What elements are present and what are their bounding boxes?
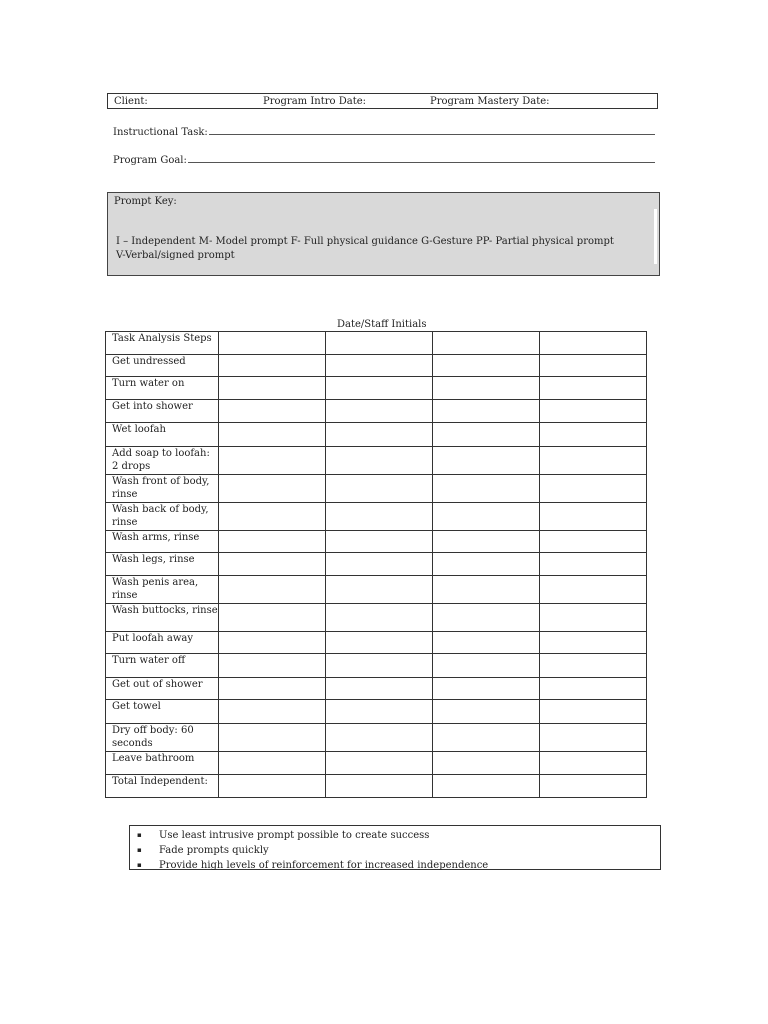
task-step: Wash arms, rinse — [106, 531, 219, 553]
initials-cell[interactable] — [219, 503, 326, 531]
initials-cell[interactable] — [433, 531, 540, 553]
initials-cell[interactable] — [540, 400, 647, 423]
bullet-icon: ▪ — [137, 831, 142, 839]
task-step: Turn water on — [106, 377, 219, 400]
initials-cell[interactable] — [540, 752, 647, 775]
initials-cell[interactable] — [326, 531, 433, 553]
table-row — [106, 355, 647, 377]
initials-cell[interactable] — [433, 377, 540, 400]
note-item — [137, 858, 488, 873]
table-row — [106, 377, 647, 400]
program-mastery-date-label: Program Mastery Date: — [430, 96, 550, 107]
initials-cell[interactable] — [219, 332, 326, 355]
task-step: Wash front of body, rinse — [106, 475, 219, 503]
table-row — [106, 654, 647, 678]
table-caption: Date/Staff Initials — [337, 319, 427, 330]
initials-cell[interactable] — [326, 377, 433, 400]
initials-cell[interactable] — [540, 531, 647, 553]
initials-cell[interactable] — [219, 423, 326, 447]
initials-cell[interactable] — [540, 632, 647, 654]
program-goal-label: Program Goal: — [113, 155, 187, 166]
program-goal-row — [113, 153, 655, 166]
table-row — [106, 752, 647, 775]
table-row — [106, 678, 647, 700]
initials-cell[interactable] — [433, 752, 540, 775]
initials-cell[interactable] — [326, 553, 433, 576]
initials-cell[interactable] — [219, 355, 326, 377]
initials-cell[interactable] — [433, 553, 540, 576]
initials-cell[interactable] — [540, 700, 647, 724]
table-row — [106, 503, 647, 531]
table-row — [106, 604, 647, 632]
initials-cell[interactable] — [219, 775, 326, 798]
initials-cell[interactable] — [326, 355, 433, 377]
table-row — [106, 400, 647, 423]
task-step: Get out of shower — [106, 678, 219, 700]
initials-cell[interactable] — [219, 752, 326, 775]
initials-cell[interactable] — [326, 576, 433, 604]
initials-cell[interactable] — [433, 423, 540, 447]
initials-cell[interactable] — [433, 604, 540, 632]
table-row — [106, 700, 647, 724]
initials-cell[interactable] — [433, 503, 540, 531]
initials-cell[interactable] — [540, 377, 647, 400]
table-header-cell: Task Analysis Steps — [106, 332, 219, 355]
initials-cell[interactable] — [433, 724, 540, 752]
initials-cell[interactable] — [219, 700, 326, 724]
initials-cell[interactable] — [326, 503, 433, 531]
initials-cell[interactable] — [433, 700, 540, 724]
initials-cell[interactable] — [326, 678, 433, 700]
initials-cell[interactable] — [326, 423, 433, 447]
task-analysis-table — [105, 331, 647, 798]
initials-cell[interactable] — [433, 475, 540, 503]
initials-cell[interactable] — [433, 654, 540, 678]
initials-cell[interactable] — [219, 678, 326, 700]
task-step: Wet loofah — [106, 423, 219, 447]
table-row — [106, 576, 647, 604]
instructional-task-label: Instructional Task: — [113, 127, 208, 138]
task-step: Wash back of body, rinse — [106, 503, 219, 531]
table-row — [106, 553, 647, 576]
initials-cell[interactable] — [219, 400, 326, 423]
task-step: Wash buttocks, rinse — [106, 604, 219, 632]
bullet-icon: ▪ — [137, 861, 142, 869]
initials-cell[interactable] — [540, 724, 647, 752]
table-row — [106, 447, 647, 475]
prompt-key-divider — [654, 209, 657, 264]
initials-cell[interactable] — [219, 531, 326, 553]
task-step: Get undressed — [106, 355, 219, 377]
initials-cell[interactable] — [326, 724, 433, 752]
initials-cell[interactable] — [433, 775, 540, 798]
instructional-task-field[interactable] — [209, 125, 655, 135]
initials-cell[interactable] — [540, 503, 647, 531]
note-text: Provide high levels of reinforcement for increased independence — [159, 860, 489, 871]
initials-cell[interactable] — [540, 576, 647, 604]
initials-cell[interactable] — [219, 604, 326, 632]
program-info-box — [107, 93, 658, 109]
table-total-row — [106, 775, 647, 798]
notes-list — [137, 828, 488, 873]
initials-cell[interactable] — [326, 654, 433, 678]
bullet-icon: ▪ — [137, 846, 142, 854]
task-step: Leave bathroom — [106, 752, 219, 775]
initials-cell[interactable] — [540, 423, 647, 447]
initials-cell[interactable] — [326, 752, 433, 775]
initials-cell[interactable] — [326, 475, 433, 503]
initials-cell[interactable] — [540, 355, 647, 377]
table-row — [106, 423, 647, 447]
table-row — [106, 724, 647, 752]
initials-cell[interactable] — [219, 632, 326, 654]
initials-cell[interactable] — [219, 475, 326, 503]
note-item — [137, 828, 488, 843]
initials-cell[interactable] — [540, 775, 647, 798]
task-step: Get into shower — [106, 400, 219, 423]
prompt-key-title: Prompt Key: — [114, 196, 177, 207]
initials-cell[interactable] — [219, 553, 326, 576]
table-row — [106, 531, 647, 553]
prompt-key-line-2: V-Verbal/signed prompt — [116, 250, 235, 261]
note-text: Fade prompts quickly — [159, 845, 269, 856]
table-header-row — [106, 332, 647, 355]
initials-cell[interactable] — [326, 447, 433, 475]
initials-cell[interactable] — [326, 332, 433, 355]
initials-cell[interactable] — [540, 475, 647, 503]
table-row — [106, 475, 647, 503]
note-item — [137, 843, 488, 858]
initials-cell[interactable] — [540, 654, 647, 678]
initials-cell[interactable] — [219, 447, 326, 475]
initials-cell[interactable] — [433, 447, 540, 475]
client-label: Client: — [114, 96, 148, 107]
task-step: Wash legs, rinse — [106, 553, 219, 576]
program-intro-date-label: Program Intro Date: — [263, 96, 367, 107]
initials-cell[interactable] — [326, 632, 433, 654]
total-independent-label: Total Independent: — [106, 775, 219, 798]
task-step: Turn water off — [106, 654, 219, 678]
prompt-key-box — [107, 192, 660, 276]
program-goal-field[interactable] — [188, 153, 655, 163]
initials-cell[interactable] — [540, 332, 647, 355]
initials-cell[interactable] — [326, 604, 433, 632]
initials-cell[interactable] — [219, 377, 326, 400]
task-step: Add soap to loofah: 2 drops — [106, 447, 219, 475]
note-text: Use least intrusive prompt possible to create success — [159, 830, 430, 841]
prompt-key-line-1: I – Independent M- Model prompt F- Full physical guidance G-Gesture PP- Partial physical prompt — [116, 236, 614, 247]
initials-cell[interactable] — [326, 400, 433, 423]
initials-cell[interactable] — [433, 332, 540, 355]
initials-cell[interactable] — [540, 447, 647, 475]
initials-cell[interactable] — [433, 632, 540, 654]
initials-cell[interactable] — [540, 553, 647, 576]
initials-cell[interactable] — [433, 576, 540, 604]
initials-cell[interactable] — [540, 678, 647, 700]
initials-cell[interactable] — [219, 724, 326, 752]
initials-cell[interactable] — [433, 400, 540, 423]
notes-box — [129, 825, 661, 870]
initials-cell[interactable] — [219, 576, 326, 604]
task-step: Put loofah away — [106, 632, 219, 654]
task-step: Dry off body: 60 seconds — [106, 724, 219, 752]
table-row — [106, 632, 647, 654]
initials-cell[interactable] — [326, 700, 433, 724]
task-step: Get towel — [106, 700, 219, 724]
initials-cell[interactable] — [433, 355, 540, 377]
initials-cell[interactable] — [326, 775, 433, 798]
task-step: Wash penis area, rinse — [106, 576, 219, 604]
initials-cell[interactable] — [540, 604, 647, 632]
instructional-task-row — [113, 125, 655, 138]
initials-cell[interactable] — [433, 678, 540, 700]
initials-cell[interactable] — [219, 654, 326, 678]
